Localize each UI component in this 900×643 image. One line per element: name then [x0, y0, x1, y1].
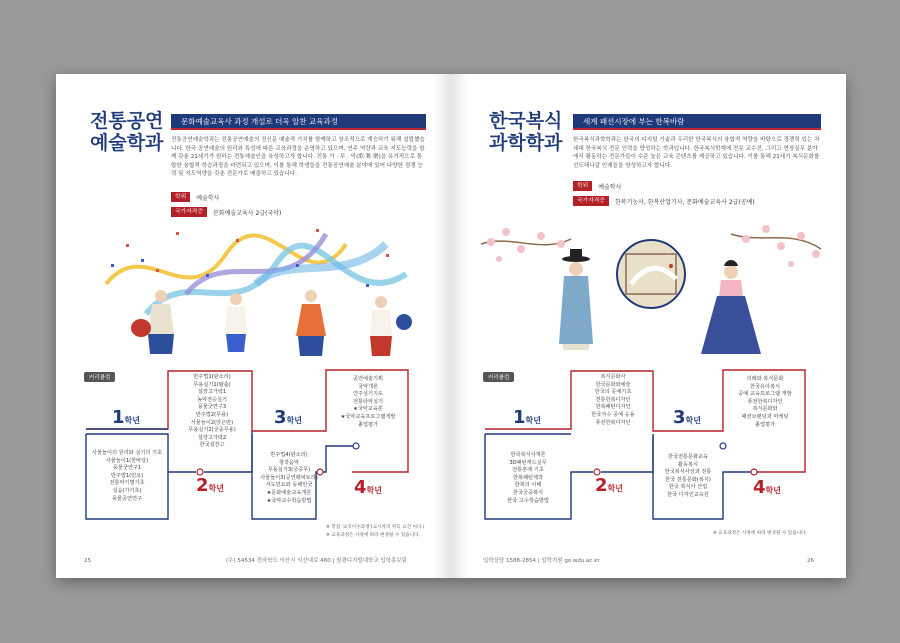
grade-2-label: 2학년	[595, 475, 623, 496]
course-item: ★국악교육프로그램개발	[340, 413, 396, 420]
footnote: ※ 교육과정은 사정에 따라 변경될 수 있습니다.	[713, 531, 807, 536]
grade-3-label: 3학년	[274, 407, 302, 428]
course-item: 사물놀이의 원리와 실기의 기초	[91, 450, 163, 456]
course-item: 연주실기지도	[352, 391, 384, 398]
course-item: 무용실기2(궁중무용)	[188, 427, 236, 434]
course-item: 농악전승실기	[196, 396, 228, 403]
course-item: 반주법4(판소리)	[270, 452, 308, 458]
course-item: 국악개론	[357, 383, 379, 390]
course-item: 패션브랜딩과 마케팅	[741, 413, 789, 420]
course-item: 무용실기3(궁중무)	[267, 467, 311, 474]
course-item: 한국 디자인교육원	[667, 491, 709, 498]
course-item: 한국유아복식	[749, 383, 781, 390]
course-item: 한국궁중복식	[512, 489, 544, 496]
course-item: 서도민요와 동해안굿	[265, 482, 313, 489]
course-item: 무용실기1(탈춤)	[193, 381, 231, 388]
footer-address: (우) 54534 전라북도 익산시 익산대로 460 | 원광디지털대학교 입학홍보팀	[226, 558, 407, 564]
license-tag: 국가자격증	[573, 196, 609, 206]
course-item: 한복의 이해	[514, 482, 542, 489]
course-item: 졸업평가	[754, 421, 776, 428]
course-item: 반주법1(민요)	[110, 472, 144, 479]
page-number: 25	[84, 558, 91, 564]
course-item: 사물놀이3(공연레퍼토리)	[260, 474, 318, 481]
course-item: 창작음악	[278, 459, 300, 466]
course-item: 한국의 공예기초	[594, 389, 632, 396]
grade-1-courses	[487, 452, 569, 505]
course-item: 한국 복식사 산업	[668, 484, 708, 491]
course-item: 한국문화와예술	[595, 381, 631, 388]
department-title: 전통공연 예술학과	[90, 110, 164, 154]
license-value: 문화예술교육사 2급(국악)	[213, 209, 282, 217]
course-item: ★국악교수학습방법	[266, 497, 312, 504]
grade-2-label: 2학년	[196, 475, 224, 496]
course-item: 퓨전한복디자인	[747, 398, 783, 405]
course-item: 한국복식사개론	[510, 452, 546, 458]
right-page	[451, 74, 846, 578]
department-description: 전통공연예술학과는 전통공연예술의 정신문 예술적 가치를 함께하고 창조적으로 계승하기 위해 설립했습니다. 한국 공연예술의 원리와 특성에 따른 교육과정을 운영하고 있으며, 연주 역량과 교육 지도능력을 함께 갖춘 21세기가 원하는 전통예술인을 육성하고자 합니다. 전통 가 · 무 · 악(歌·舞·樂)을 유기적으로 통합한 융합적 학습과정을 마련되고 있으며, 이를 통해 학생들을 전통공연예술 분야에 있어 다양한 경쟁 능력 및 지도역량을 갖춘 전문가로 배출하고 있습니다.	[171, 137, 425, 178]
course-item: 설장고가락1	[197, 389, 227, 396]
course-item: 졸업평가	[357, 421, 379, 428]
grade-3-courses	[256, 452, 322, 505]
course-item: 한국 고수학습방법	[507, 497, 549, 504]
grade-4-courses	[727, 376, 803, 429]
grade-1-courses	[88, 450, 166, 503]
course-item: 반주법2(무용)	[195, 411, 229, 418]
course-item: 사물놀이2(앉은반)	[190, 419, 234, 426]
brochure-spread	[56, 74, 846, 578]
course-item: 공예 교육프로그램 개발	[738, 391, 792, 398]
course-item: 공연예술기획	[352, 376, 384, 382]
footnote-1: ※ 학점 '교직이수과정'(교사자격 취득 요건 이다.)	[326, 525, 425, 530]
course-item: 전통혼례 기초	[512, 467, 544, 474]
course-item: 한복패턴디자인	[595, 404, 631, 411]
course-item: 전통악기별기초	[109, 480, 145, 487]
course-item: 전통한복디자인	[595, 396, 631, 403]
course-item: 활동복식	[677, 461, 699, 468]
course-item: 풍물굿연구1	[112, 465, 142, 472]
footer-contact: 입학상담 1588-2854 | 입학지원 go.wdu.ac.kr	[483, 558, 600, 564]
course-item: 복식문화와	[752, 406, 778, 413]
course-item: 실습(가기초)	[112, 487, 142, 494]
course-item: 한국 전통문화(복식)	[665, 476, 711, 483]
course-item: ★문화예술교육개론	[266, 489, 312, 496]
grade-2-courses	[575, 374, 651, 427]
course-item: 한국자수 공예 응용	[591, 411, 635, 418]
course-item: 한복패턴제작	[512, 474, 544, 481]
grade-2-courses	[174, 374, 250, 450]
course-item: 퓨전한복디자인	[595, 419, 631, 426]
course-item: 복식문화사	[600, 374, 626, 380]
course-item: 설장고가락2	[197, 434, 227, 441]
course-item: 한국전통문화교육	[667, 454, 709, 460]
page-number: 26	[807, 558, 814, 564]
curriculum-label: 커리큘럼	[84, 372, 115, 382]
course-item: 한국복식사상과 전통	[664, 469, 712, 476]
grade-3-courses	[655, 454, 721, 500]
grade-4-courses	[330, 376, 406, 429]
footnote-2: ※ 교육과정은 사정에 따라 변경될 수 있습니다.	[326, 533, 420, 538]
license-tag: 국가자격증	[171, 207, 207, 217]
department-title: 한국복식 과학학과	[489, 110, 563, 154]
degree-tag: 학위	[171, 192, 190, 202]
course-item: 한국설장고	[199, 442, 225, 449]
course-item: 풍물굿연구3	[197, 404, 227, 411]
department-banner: 문화예술교육사 과정 개설로 더욱 알찬 교육과정	[171, 114, 426, 130]
course-item: 반주법1(판소리)	[193, 374, 231, 380]
degree-value: 예술학사	[598, 183, 622, 191]
grade-1-label: 1학년	[513, 407, 541, 428]
course-item: 의례와 복식문화	[746, 376, 784, 382]
license-value: 한복기능사, 한복산업기사, 문화예술교육사 2급(공예)	[615, 198, 755, 206]
grade-4-label: 4학년	[354, 477, 382, 498]
curriculum-label: 커리큘럼	[483, 372, 514, 382]
grade-4-label: 4학년	[753, 477, 781, 498]
course-item: ★국악교육론	[353, 406, 383, 413]
degree-value: 예술학사	[196, 194, 220, 202]
left-page	[56, 74, 451, 578]
course-item: 사물놀이1(한바탕)	[105, 457, 149, 464]
course-item: 전통타악실기	[352, 398, 384, 405]
degree-tag: 학위	[573, 181, 592, 191]
course-item: 3D패턴캐드실무	[509, 459, 547, 466]
grade-3-label: 3학년	[673, 407, 701, 428]
department-description: 한국복식과학학과는 한국의 디지털 기술과 우리한 한국복식의 융합적 역량을 바탕으로 경쟁력 있는 차세대 한국복식 전문 인력을 양성하는 학과입니다. 한국복식학계에 전문 교수진, 그리고 현장실무 분야에서 활동하는 전문가들이 수준 높은 교육 콘텐츠를 제공하고 있습니다. 이를 통해 21세기 복식문화를 선도해나갈 인재들을 양성하고자 합니다.	[573, 137, 820, 169]
grade-1-label: 1학년	[112, 407, 140, 428]
department-banner: 세계 패션시장에 부는 한복바람	[573, 114, 821, 130]
course-item: 풍물공연연구	[111, 495, 143, 502]
